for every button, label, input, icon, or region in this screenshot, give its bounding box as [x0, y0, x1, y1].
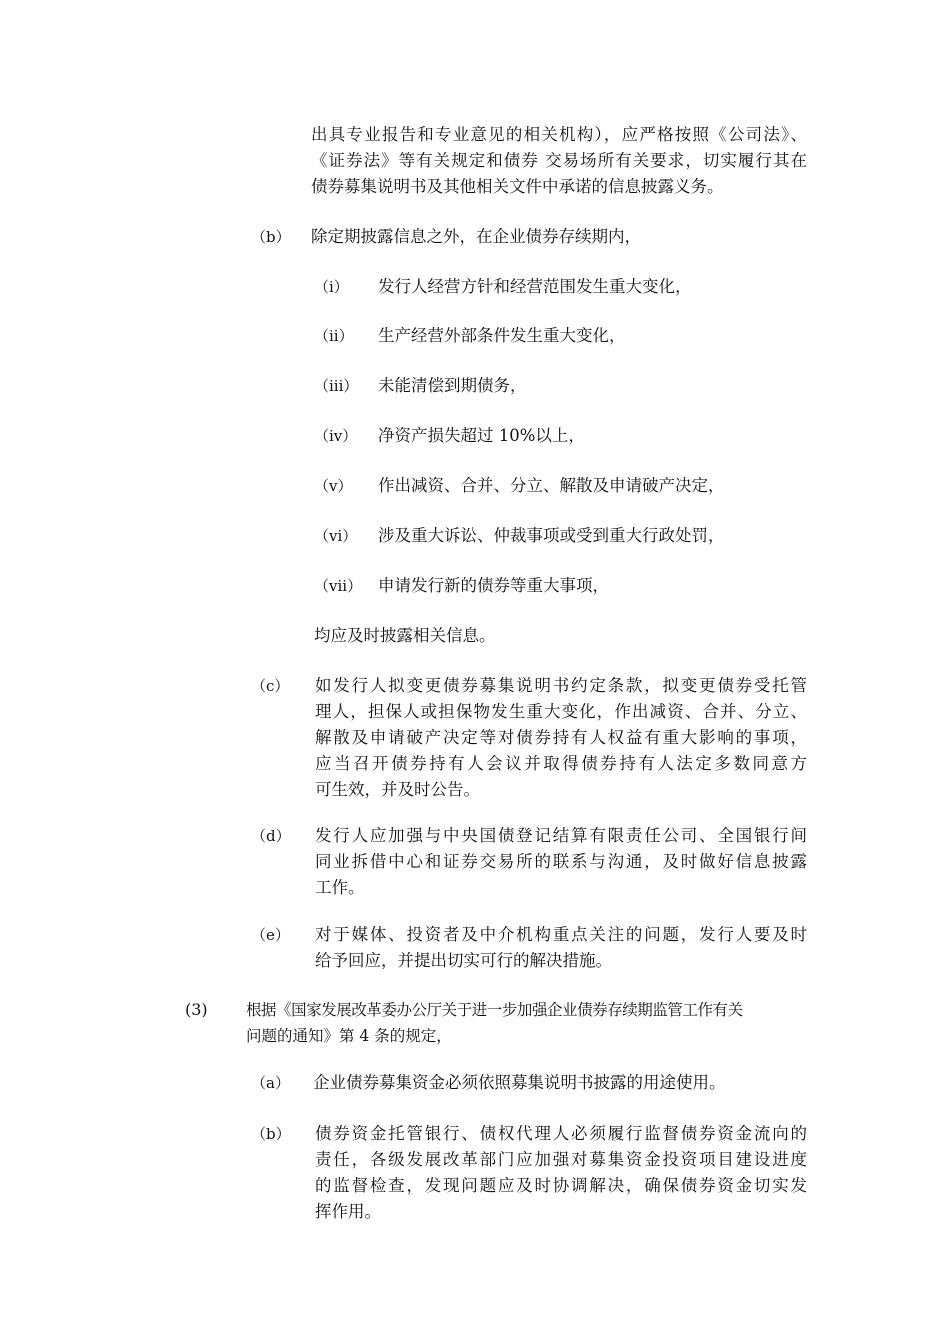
sub-v-text: 作出减资、合并、分立、解散及申请破产决定， [378, 476, 725, 495]
section-3-b-label: （b） [251, 1125, 291, 1143]
sub-iii-text: 未能清偿到期债务， [378, 376, 527, 395]
item-c-line-2: 理人，担保人或担保物发生重大变化，作出减资、合并、分立、 [315, 702, 807, 721]
sub-vi-text: 涉及重大诉讼、仲裁事项或受到重大行政处罚， [378, 526, 725, 545]
item-d-line-3: 工作。 [315, 878, 365, 897]
section-3-line-2: 问题的通知》第 4 条的规定， [246, 1027, 452, 1045]
item-c-line-5: 可生效，并及时公告。 [315, 780, 480, 799]
item-c-line-4: 应当召开债券持有人会议并取得债券持有人法定多数同意方 [315, 754, 807, 773]
section-3-label: (3) [185, 1000, 208, 1019]
item-b-label: （b） [251, 228, 291, 246]
sub-ii-label: （ii） [314, 327, 354, 345]
item-d-label: （d） [251, 827, 291, 845]
item-e-line-2: 给予回应，并提出切实可行的解决措施。 [315, 951, 612, 970]
section-3-a-text: 企业债券募集资金必须依照募集说明书披露的用途使用。 [313, 1073, 726, 1092]
item-c-line-3: 解散及申请破产决定等对债券持有人权益有重大影响的事项， [315, 728, 807, 747]
item-d-line-1: 发行人应加强与中央国债登记结算有限责任公司、全国银行间 [315, 826, 807, 845]
section-3-b-line-2: 责任，各级发展改革部门应加强对募集资金投资项目建设进度 [315, 1150, 807, 1169]
sub-vii-label: （vii） [314, 577, 363, 595]
item-d-line-2: 同业拆借中心和证券交易所的联系与沟通，及时做好信息披露 [315, 852, 807, 871]
item-e-label: （e） [251, 926, 290, 944]
sub-iii-label: （iii） [314, 377, 359, 395]
item-c-line-1: 如发行人拟变更债券募集说明书约定条款，拟变更债券受托管 [315, 676, 807, 695]
item-b-text: 除定期披露信息之外，在企业债券存续期内， [311, 227, 641, 246]
intro-line-2: 《证券法》等有关规定和债券 交易场所有关要求，切实履行其在 [311, 151, 807, 170]
item-b-closing: 均应及时披露相关信息。 [314, 626, 496, 645]
sub-iv-label: （iv） [314, 427, 358, 445]
sub-v-label: （v） [314, 477, 353, 495]
intro-line-3: 债券募集说明书及其他相关文件中承诺的信息披露义务。 [311, 177, 724, 196]
sub-vi-label: （vi） [314, 527, 358, 545]
section-3-b-line-1: 债券资金托管银行、债权代理人必须履行监督债券资金流向的 [315, 1124, 807, 1143]
intro-line-1: 出具专业报告和专业意见的相关机构），应严格按照《公司法》、 [311, 125, 807, 144]
sub-iv-text: 净资产损失超过 10%以上， [378, 426, 585, 445]
sub-vii-text: 申请发行新的债券等重大事项， [378, 576, 609, 595]
section-3-line-1: 根据《国家发展改革委办公厅关于进一步加强企业债券存续期监管工作有关 [246, 1001, 743, 1019]
section-3-b-line-4: 挥作用。 [315, 1202, 381, 1221]
sub-i-label: （i） [314, 278, 349, 296]
section-3-b-line-3: 的监督检查，发现问题应及时协调解决，确保债券资金切实发 [315, 1176, 807, 1195]
item-e-line-1: 对于媒体、投资者及中介机构重点关注的问题，发行人要及时 [315, 925, 807, 944]
sub-ii-text: 生产经营外部条件发生重大变化， [378, 326, 626, 345]
section-3-a-label: （a） [251, 1074, 290, 1092]
item-c-label: （c） [251, 677, 290, 695]
sub-i-text: 发行人经营方针和经营范围发生重大变化， [378, 277, 692, 296]
